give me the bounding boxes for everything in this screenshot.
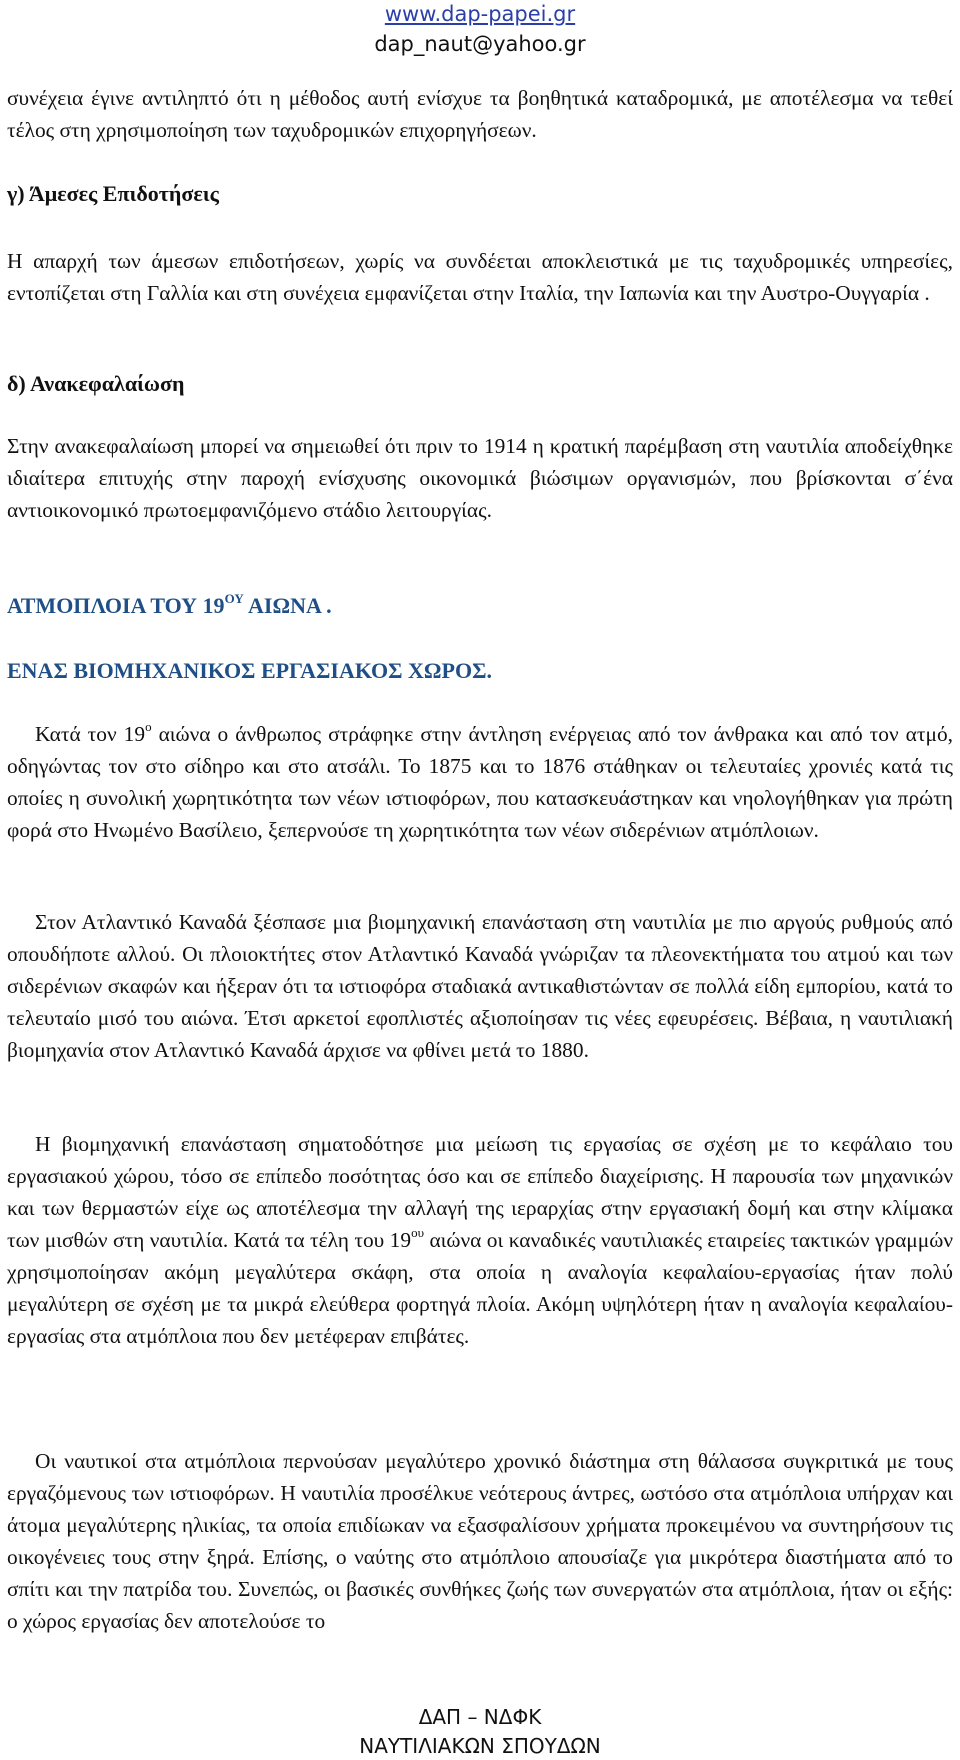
header-email: dap_naut@yahoo.gr xyxy=(374,32,586,56)
footer-line-2: ΝΑΥΤΙΛΙΑΚΩΝ ΣΠΟΥΔΩΝ xyxy=(359,1734,601,1758)
section-heading-direct-subsidies: γ) Άμεσες Επιδοτήσεις xyxy=(7,181,219,206)
paragraph-text: Οι ναυτικοί στα ατμόπλοια περνούσαν μεγαλύτερο χρονικό διάστημα στη θάλασσα συγκριτικά με τους εργαζόμενους των ιστιοφόρων. Η ναυτιλία προσέλκυε νεότερους άντρες, ωστόσο στα ατμόπλοια υπήρχαν και άτομα μεγαλύτερης ηλικίας, τα οποία επιδίωκαν να εξασφαλίσουν χρήματα προκειμένου να συντηρήσουν τις οικογένειες τους στην ξηρά. Επίσης, ο ναύτης στο ατμόπλοιο απουσίαζε για μικρότερα διαστήματα από το σπίτι και την πατρίδα του. Συνεπώς, οι βασικές συνθήκες ζωής των συνεργατών στα ατμόπλοια, ήταν οι εξής: ο χώρος εργασίας δεν αποτελούσε το xyxy=(7,1449,953,1633)
paragraph-atlantic-canada xyxy=(7,906,953,1066)
paragraph-industrial-revolution xyxy=(7,1128,953,1352)
paragraph-text: Η βιομηχανική επανάσταση σηματοδότησε μια μείωση τις εργασίας σε σχέση με το κεφάλαιο του εργασιακού χώρου, τόσο σε επίπεδο ποσότητας όσο και σε επίπεδο διαχείρισης. Η παρουσία των μηχανικών και των θερμαστών είχε ως αποτέλεσμα την αλλαγή της ιεραρχίας στην εργασιακή δομή και στην κλίμακα των μισθών στη ναυτιλία. Κατά τα τέλη του 19 xyxy=(7,1132,953,1252)
chapter-title-text: ΑΤΜΟΠΛΟΙΑ ΤΟΥ 19 xyxy=(7,593,225,618)
paragraph-summary xyxy=(7,430,953,526)
header-website xyxy=(0,0,960,29)
chapter-title-text: ΑΙΩΝΑ . xyxy=(243,593,332,618)
chapter-title-steamships xyxy=(7,590,953,622)
website-link[interactable]: www.dap-papei.gr xyxy=(384,2,576,26)
superscript: ΟΥ xyxy=(224,590,244,606)
paragraph-text: συνέχεια έγινε αντιληπτό ότι η μέθοδος αυτή ενίσχυε τα βοηθητικά καταδρομικά, με αποτέλεσμα να τεθεί τέλος στη χρησιμοποίηση των ταχυδρομικών επιχορηγήσεων. xyxy=(7,86,953,142)
paragraph-subsidies-continuation xyxy=(7,82,953,146)
paragraph-text: Στην ανακεφαλαίωση μπορεί να σημειωθεί ότι πριν το 1914 η κρατική παρέμβαση στη ναυτιλία αποδείχθηκε ιδιαίτερα επιτυχής στην παροχή ενίσχυσης οικονομικά βιώσιμων οργανισμών, που βρίσκονται σ΄ένα αντιοικονομικό πρωτοεμφανιζόμενο στάδιο λειτουργίας. xyxy=(7,434,953,522)
chapter-subtitle-industrial-workplace: ΕΝΑΣ ΒΙΟΜΗΧΑΝΙΚΟΣ ΕΡΓΑΣΙΑΚΟΣ ΧΩΡΟΣ. xyxy=(7,658,492,683)
paragraph-sailors-steamships xyxy=(7,1445,953,1637)
section-heading-summary: δ) Ανακεφαλαίωση xyxy=(7,371,185,396)
paragraph-direct-subsidies xyxy=(7,245,953,309)
superscript: ο xyxy=(145,718,152,734)
footer-line-1: ΔΑΠ – ΝΔΦΚ xyxy=(418,1705,542,1729)
paragraph-text: Κατά τον 19 xyxy=(35,722,146,746)
paragraph-19th-century-energy xyxy=(7,718,953,846)
paragraph-text: αιώνα ο άνθρωπος στράφηκε στην άντληση ενέργειας από τον άνθρακα και από τον ατμό, οδηγώντας τον στο σίδηρο και στο ατσάλι. Το 1875 και το 1876 στάθηκαν οι τελευταίες χρονιές κατά τις οποίες η συνολική χωρητικότητα των νέων ιστιοφόρων, που κατασκευάστηκαν και νηολογήθηκαν για πρώτη φορά στο Ηνωμένο Βασίλειο, ξεπερνούσε τη χωρητικότητα των νέων σιδερένιων ατμόπλοιων. xyxy=(7,722,953,842)
paragraph-text: αιώνα οι καναδικές ναυτιλιακές εταιρείες τακτικών γραμμών χρησιμοποίησαν ακόμη μεγαλύτερα σκάφη, στα οποία η αναλογία κεφαλαίου-εργασίας ήταν πολύ μεγαλύτερη σε σχέση με τα μικρά ελεύθερα φορτηγά πλοία. Ακόμη υψηλότερη ήταν η αναλογία κεφαλαίου-εργασίας στα ατμόπλοια που δεν μετέφεραν επιβάτες. xyxy=(7,1228,953,1348)
superscript: ου xyxy=(411,1224,425,1240)
paragraph-text: Στον Ατλαντικό Καναδά ξέσπασε μια βιομηχανική επανάσταση στη ναυτιλία με πιο αργούς ρυθμούς από οπουδήποτε αλλού. Οι πλοιοκτήτες στον Ατλαντικό Καναδά γνώριζαν τα πλεονεκτήματα του ατμού και των σιδερένιων σκαφών και ήξεραν ότι τα ιστιοφόρα σταδιακά αντικαθιστώνταν σε πολλά είδη εμπορίου, κατά το τελευταίο μισό του αιώνα. Έτσι αρκετοί εφοπλιστές αξιοποίησαν τις νέες εφευρέσεις. Βέβαια, η ναυτιλιακή βιομηχανία στον Ατλαντικό Καναδά άρχισε να φθίνει μετά το 1880. xyxy=(7,910,953,1062)
paragraph-text: Η απαρχή των άμεσων επιδοτήσεων, χωρίς να συνδέεται αποκλειστικά με τις ταχυδρομικές υπηρεσίες, εντοπίζεται στη Γαλλία και στη συνέχεια εμφανίζεται στην Ιταλία, την Ιαπωνία και την Αυστρο-Ουγγαρία . xyxy=(7,249,953,305)
